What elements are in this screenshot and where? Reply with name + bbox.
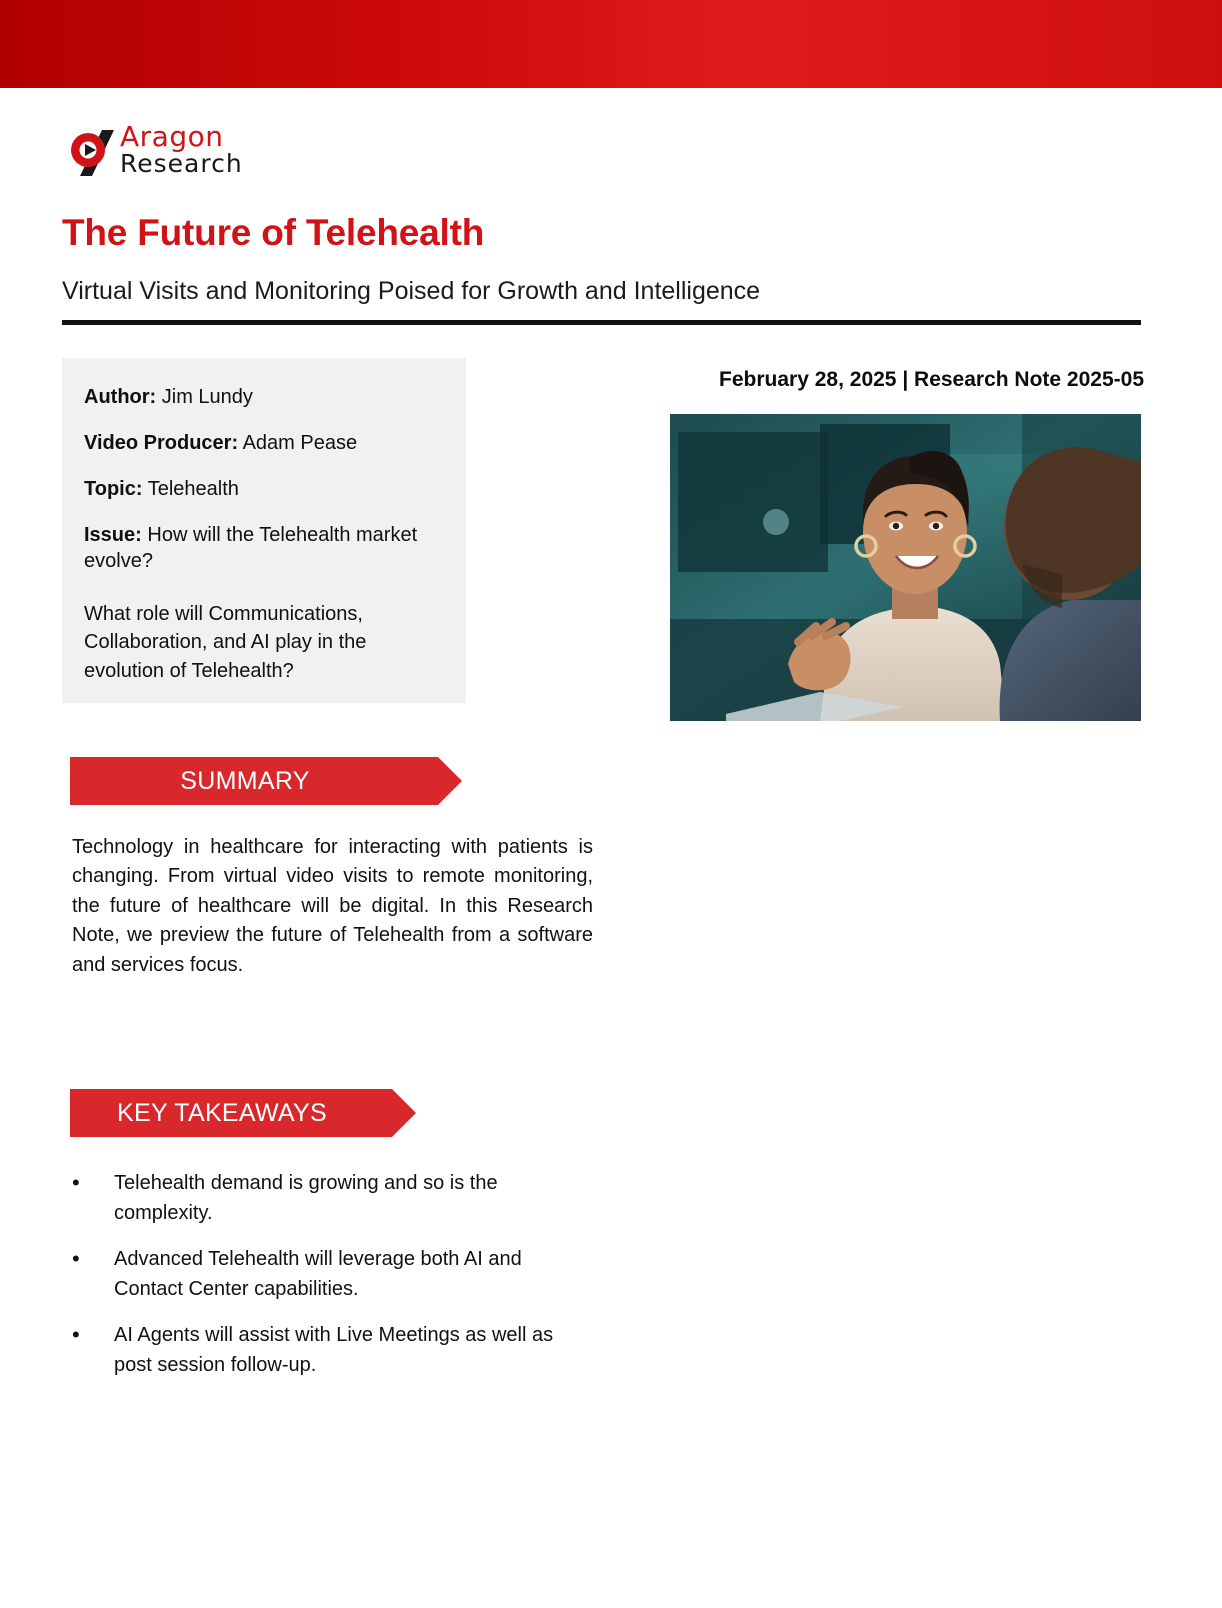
meta-author-value: Jim Lundy: [161, 386, 253, 408]
list-item: • AI Agents will assist with Live Meetings as well as post session follow-up.: [72, 1320, 592, 1380]
aragon-logo-icon: [62, 124, 118, 180]
meta-author: [84, 384, 444, 410]
banner-arrow-icon: [438, 757, 462, 805]
meta-topic: [84, 476, 444, 502]
takeaways-banner-label: KEY TAKEAWAYS: [117, 1098, 327, 1127]
top-color-band: [0, 0, 1222, 88]
summary-paragraph: Technology in healthcare for interacting with patients is changing. From virtual video visits to remote monitoring, the future of healthcare will be digital. In this Research Note, we preview the future of Telehealth from a software and services focus.: [72, 836, 593, 976]
list-item: • Advanced Telehealth will leverage both AI and Contact Center capabilities.: [72, 1244, 592, 1304]
takeaways-section-banner: [70, 1089, 392, 1137]
list-item: • Telehealth demand is growing and so is the complexity.: [72, 1168, 592, 1228]
banner-arrow-icon: [392, 1089, 416, 1137]
meta-author-label: Author:: [84, 386, 157, 408]
page-title: The Future of Telehealth: [62, 212, 485, 253]
page-subtitle: Virtual Visits and Monitoring Poised for Growth and Intelligence: [62, 277, 761, 305]
meta-topic-value: Telehealth: [147, 478, 239, 500]
meta-topic-label: Topic:: [84, 478, 143, 500]
publication-date-and-note: February 28, 2025 | Research Note 2025-05: [719, 368, 1144, 391]
meta-video-producer: [84, 430, 444, 456]
logo-text-research: Research: [120, 149, 243, 179]
logo-text-aragon: Aragon: [120, 120, 224, 153]
summary-section-banner: [70, 757, 438, 805]
meta-video-producer-value: Adam Pease: [242, 432, 358, 454]
summary-banner-label: SUMMARY: [180, 766, 310, 795]
metadata-panel: [62, 358, 466, 703]
key-takeaways-list: [72, 1168, 592, 1396]
meta-issue-question-2: What role will Communications, Collaboration, and AI play in the evolution of Telehealth?: [84, 603, 367, 682]
meta-issue-label: Issue:: [84, 524, 142, 546]
meta-issue: [84, 522, 444, 574]
meta-issue-value: How will the Telehealth market evolve?: [84, 524, 418, 572]
meta-video-producer-label: Video Producer:: [84, 432, 239, 454]
cover-photo: [670, 414, 1141, 721]
brand-logo: [62, 118, 362, 186]
title-divider: [62, 320, 1141, 325]
